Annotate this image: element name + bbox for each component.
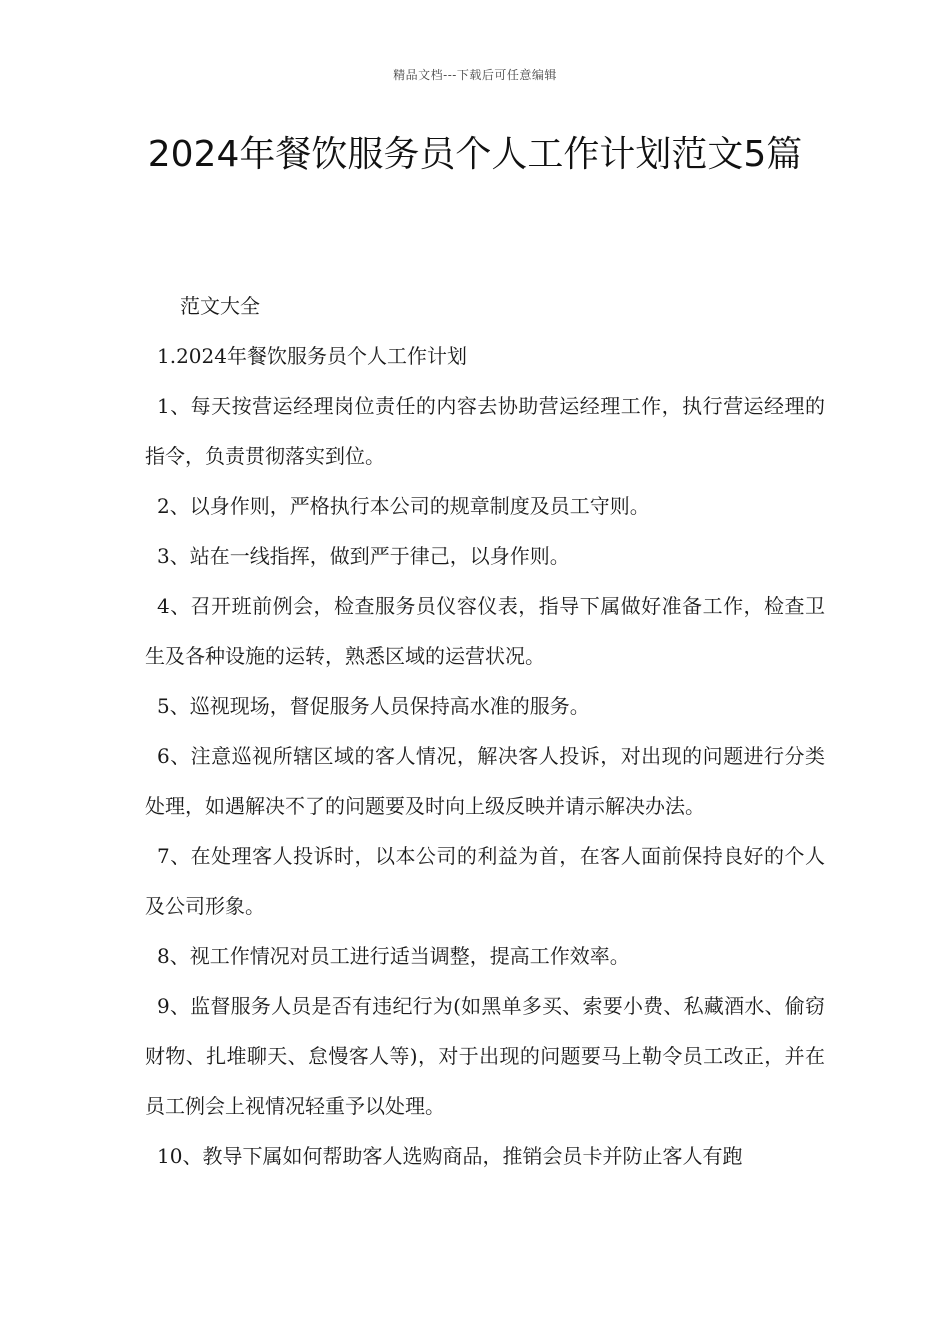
- document-body: [145, 281, 825, 1181]
- paragraph-item-8: 8、视工作情况对员工进行适当调整，提高工作效率。: [157, 944, 630, 968]
- paragraph-item-9: 9、监督服务人员是否有违纪行为(如黑单多买、索要小费、私藏酒水、偷窃财物、扎堆聊天、怠慢客人等)，对于出现的问题要马上勒令员工改正，并在员工例会上视情况轻重予以处理。: [145, 994, 825, 1118]
- paragraph-item-2: 2、以身作则，严格执行本公司的规章制度及员工守则。: [157, 494, 650, 518]
- paragraph-item-4: 4、召开班前例会，检查服务员仪容仪表，指导下属做好准备工作，检查卫生及各种设施的运转，熟悉区域的运营状况。: [145, 594, 825, 668]
- paragraph-item-6: 6、注意巡视所辖区域的客人情况，解决客人投诉，对出现的问题进行分类处理，如遇解决不了的问题要及时向上级反映并请示解决办法。: [145, 744, 825, 818]
- document-title: 2024年餐饮服务员个人工作计划范文5篇: [147, 134, 803, 175]
- paragraph-item-10: 10、教导下属如何帮助客人选购商品，推销会员卡并防止客人有跑: [157, 1144, 743, 1168]
- paragraph-item-7: 7、在处理客人投诉时，以本公司的利益为首，在客人面前保持良好的个人及公司形象。: [145, 844, 825, 918]
- paragraph-item-3: 3、站在一线指挥，做到严于律己，以身作则。: [157, 544, 570, 568]
- paragraph-section-label: 范文大全: [180, 294, 260, 318]
- paragraph-item-1: 1、每天按营运经理岗位责任的内容去协助营运经理工作，执行营运经理的指令，负责贯彻落实到位。: [145, 394, 825, 468]
- page-header: 精品文档---下载后可任意编辑: [393, 68, 557, 82]
- paragraph-item-5: 5、巡视现场，督促服务人员保持高水准的服务。: [157, 694, 590, 718]
- paragraph-subheading: 1.2024年餐饮服务员个人工作计划: [157, 344, 467, 368]
